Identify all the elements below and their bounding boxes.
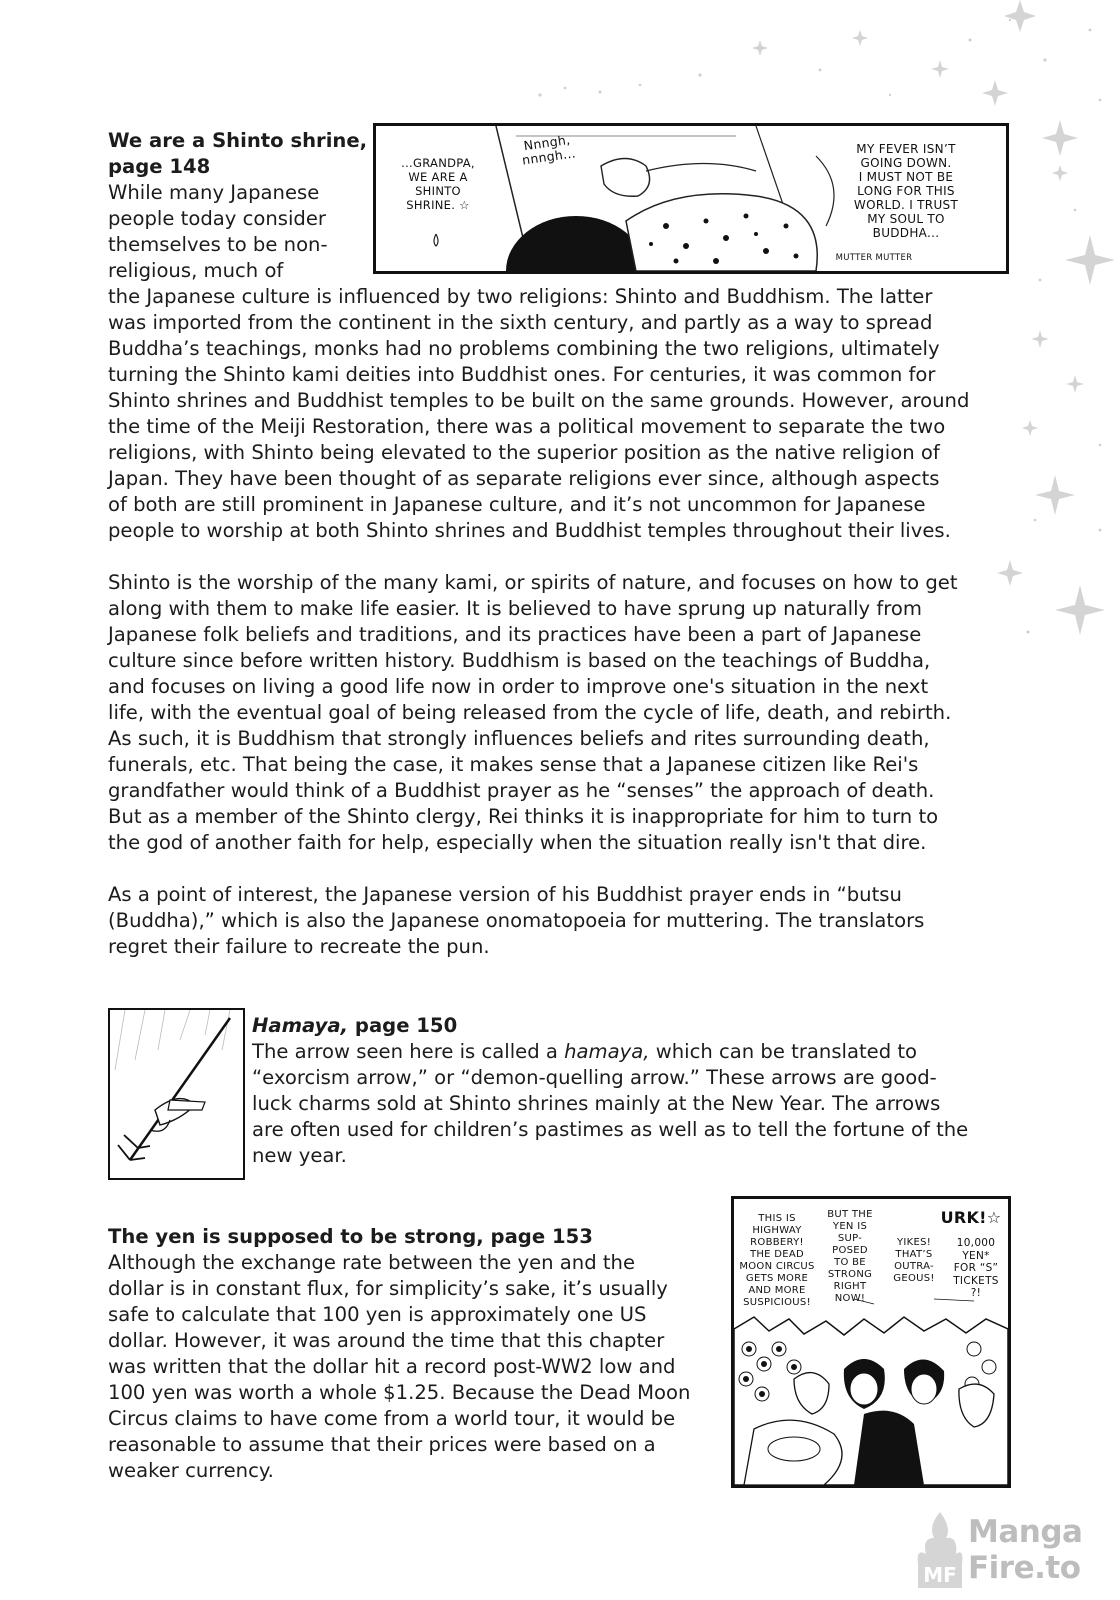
body-line: grandfather would think of a Buddhist prayer as he “senses” the approach of death. — [108, 779, 935, 802]
body-line: 100 yen was worth a whole $1.25. Because the Dead Moon — [108, 1381, 691, 1404]
body-line — [252, 1039, 917, 1065]
body-line: life, with the eventual goal of being released from the cycle of life, death, and rebirth. — [108, 701, 952, 724]
svg-text:MF: MF — [923, 1563, 957, 1587]
body-line: As such, it is Buddhism that strongly influences beliefs and rites surrounding death, — [108, 727, 930, 750]
body-line: reasonable to assume that their prices were based on a — [108, 1433, 656, 1456]
body-line: themselves to be non- — [108, 233, 328, 256]
section-heading — [252, 1013, 457, 1039]
speech-bubble: 10,000 YEN* FOR “S” TICKETS ?! — [953, 1237, 999, 1299]
body-line: funerals, etc. That being the case, it makes sense that a Japanese citizen like Rei's — [108, 753, 919, 776]
body-line: But as a member of the Shinto clergy, Rei thinks it is inappropriate for him to turn to — [108, 805, 939, 828]
body-line: dollar. However, it was around the time that this chapter — [108, 1329, 665, 1352]
body-line: and focuses on living a good life now in order to improve one's situation in the next — [108, 675, 929, 698]
body-line: the Japanese culture is influenced by two religions: Shinto and Buddhism. The latter — [108, 285, 933, 308]
body-term: hamaya, — [564, 1040, 650, 1063]
body-line: the time of the Meiji Restoration, there was a political movement to separate the two — [108, 415, 946, 438]
body-line: weaker currency. — [108, 1459, 274, 1482]
body-line: are often used for children’s pastimes as well as to tell the fortune of the — [252, 1118, 969, 1141]
manga-panel-arrow — [108, 1008, 245, 1180]
body-line: As a point of interest, the Japanese version of his Buddhist prayer ends in “butsu — [108, 883, 902, 906]
section-heading: We are a Shinto shrine, — [108, 129, 368, 152]
body-line: Buddha’s teachings, monks had no problems combining the two religions, ultimately — [108, 337, 940, 360]
speech-bubble: ...GRANDPA, WE ARE A SHINTO SHRINE. ☆ — [401, 156, 475, 212]
body-line: Circus claims to have come from a world tour, it would be — [108, 1407, 676, 1430]
body-text: The arrow seen here is called a — [252, 1040, 565, 1063]
sound-effect: URK!☆ — [940, 1208, 1002, 1227]
section-heading-page: page 148 — [108, 155, 211, 178]
speech-bubble: YIKES! THAT’S OUTRA- GEOUS! — [893, 1237, 935, 1284]
heading-page: page 150 — [348, 1014, 458, 1037]
body-line: Japan. They have been thought of as separate religions ever since, although aspects — [108, 467, 940, 490]
body-line: safe to calculate that 100 yen is approximately one US — [108, 1303, 647, 1326]
body-line: people today consider — [108, 207, 326, 230]
body-line: dollar is in constant flux, for simplicity’s sake, it’s usually — [108, 1277, 668, 1300]
body-line: religions, with Shinto being elevated to the superior position as the native religion of — [108, 441, 940, 464]
section-heading: The yen is supposed to be strong, page 153 — [108, 1225, 593, 1248]
speech-bubble: Nnngh, nnngh... — [521, 131, 577, 168]
body-line: luck charms sold at Shinto shrines mainly at the New Year. The arrows — [252, 1092, 941, 1115]
manga-panel-circus — [731, 1196, 1011, 1488]
body-line: Shinto is the worship of the many kami, or spirits of nature, and focuses on how to get — [108, 571, 958, 594]
speech-bubble: THIS IS HIGHWAY ROBBERY! THE DEAD MOON CIRCUS GETS MORE AND MORE SUSPICIOUS! — [739, 1213, 815, 1308]
body-line: was written that the dollar hit a record post-WW2 low and — [108, 1355, 676, 1378]
heading-term: Hamaya, — [252, 1014, 349, 1037]
watermark-text: Fire.to — [968, 1550, 1081, 1586]
body-line: was imported from the continent in the sixth century, and partly as a way to spread — [108, 311, 933, 334]
speech-bubble: BUT THE YEN IS SUP- POSED TO BE STRONG RIGHT NOW! — [827, 1209, 873, 1304]
arrow-illustration — [110, 1010, 243, 1178]
body-line: Although the exchange rate between the yen and the — [108, 1251, 636, 1274]
body-line: the god of another faith for help, especially when the situation really isn't that dire. — [108, 831, 927, 854]
flame-logo-icon — [912, 1508, 968, 1594]
body-line: Shinto shrines and Buddhist temples to be built on the same grounds. However, around — [108, 389, 970, 412]
body-line: new year. — [252, 1144, 347, 1167]
body-line: Japanese folk beliefs and traditions, and its practices have been a part of Japanese — [108, 623, 922, 646]
body-line: regret their failure to recreate the pun. — [108, 935, 490, 958]
body-line: turning the Shinto kami deities into Buddhist ones. For centuries, it was common for — [108, 363, 936, 386]
sound-effect: MUTTER MUTTER — [835, 253, 913, 263]
watermark-text: Manga — [968, 1514, 1083, 1550]
body-text: which can be translated to — [649, 1040, 918, 1063]
body-line: people to worship at both Shinto shrines and Buddhist temples throughout their lives. — [108, 519, 951, 542]
body-line: along with them to make life easier. It is believed to have sprung up naturally from — [108, 597, 922, 620]
body-line: of both are still prominent in Japanese culture, and it’s not uncommon for Japanese — [108, 493, 926, 516]
body-line: “exorcism arrow,” or “demon-quelling arrow.” These arrows are good- — [252, 1066, 937, 1089]
body-line: While many Japanese — [108, 181, 320, 204]
body-line: (Buddha),” which is also the Japanese onomatopoeia for muttering. The translators — [108, 909, 925, 932]
speech-bubble: MY FEVER ISN’T GOING DOWN. I MUST NOT BE LONG FOR THIS WORLD. I TRUST MY SOUL TO BUDDHA... — [853, 142, 959, 240]
manga-panel-grandpa — [373, 123, 1009, 274]
body-line: religious, much of — [108, 259, 284, 282]
body-line: culture since before written history. Buddhism is based on the teachings of Buddha, — [108, 649, 931, 672]
watermark-logo — [912, 1508, 1092, 1594]
